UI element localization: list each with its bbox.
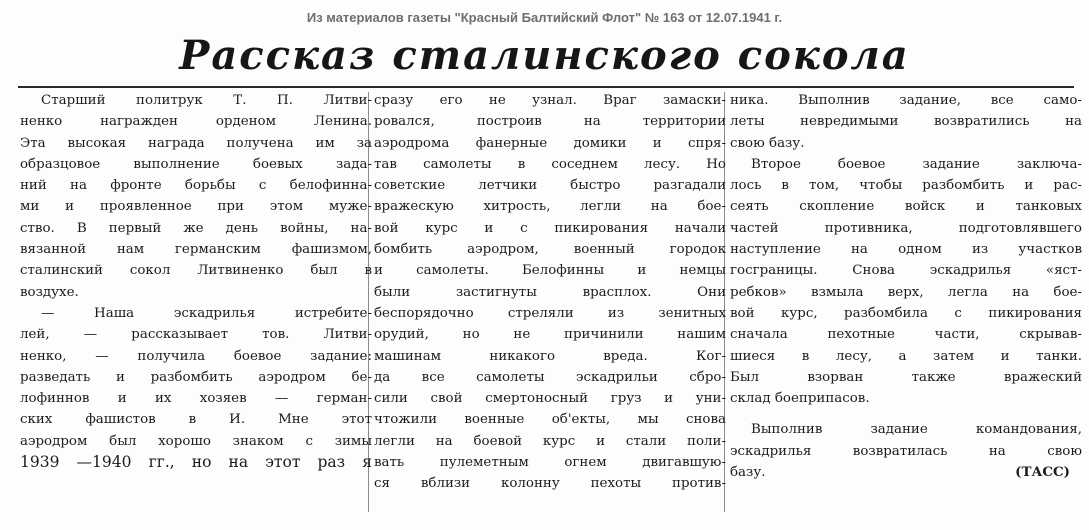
text-line: беспорядочно стреляли из зенитных	[374, 305, 726, 321]
text-line: ся вблизи колонну пехоты против-	[374, 476, 726, 492]
text-line: ненко награжден орденом Ленина.	[20, 114, 372, 130]
paragraph-gap	[730, 409, 1082, 419]
text-line: да все самолеты эскадрильи сбро-	[374, 369, 726, 385]
text-line: Второе боевое задание заключа-	[751, 156, 1082, 172]
text-line: ника. Выполнив задание, все само-	[730, 93, 1082, 108]
text-line: вать пулеметным огнем двигавшую-	[374, 455, 726, 471]
text-line: свою базу.	[730, 135, 805, 151]
text-line: вой курс, разбомбила с пикирования	[730, 305, 1082, 321]
source-caption: Из материалов газеты "Красный Балтийский Флот" № 163 от 12.07.1941 г.	[306, 10, 783, 25]
text-line: шиеся в лесу, а затем и танки.	[730, 348, 1082, 364]
text-line: лофиннов и их хозяев — герман-	[20, 391, 372, 407]
text-line: ство. В первый же день войны, на-	[20, 220, 372, 236]
text-line: аэродром был хорошо знаком с зимы	[20, 433, 372, 449]
text-line: госграницы. Снова эскадрилья «яст-	[730, 263, 1082, 279]
text-line: легли на боевой курс и стали поли-	[374, 433, 726, 449]
text-line: разведать и разбомбить аэродром бе-	[20, 369, 372, 385]
text-line: ний на фронте борьбы с белофинна-	[20, 178, 372, 194]
text-line: сеять скопление войск и танковых	[730, 199, 1082, 215]
text-line: бомбить аэродром, военный городок	[374, 242, 726, 258]
text-line: Старший политрук Т. П. Литви-	[41, 93, 372, 108]
text-line: лось в том, чтобы разбомбить и рас-	[730, 178, 1082, 194]
text-line: тав самолеты в соседнем лесу. Но	[374, 156, 726, 172]
text-line: вязанной нам германским фашизмом,	[20, 242, 372, 258]
text-line: машинам никакого вреда. Ког-	[374, 348, 726, 364]
closing-line	[730, 462, 1082, 483]
article-headline: Рассказ сталинского сокола	[179, 32, 910, 79]
text-line: были застигнуты врасплох. Они	[374, 284, 726, 300]
text-line: Был взорван также вражеский	[730, 369, 1082, 385]
text-line: базу.	[730, 465, 766, 481]
text-line: частей противника, подготовлявшего	[730, 220, 1082, 236]
text-line: склад боеприпасов.	[730, 391, 870, 407]
signature-tass: (ТАСС)	[1015, 464, 1070, 481]
text-line: ребков» взмыла верх, легла на боe-	[730, 284, 1082, 300]
text-line: чтожили военные об'екты, мы снова	[374, 412, 726, 428]
text-line: Эта высокая награда получена им за	[20, 135, 372, 151]
text-line: эскадрилья возвратилась на свою	[730, 443, 1082, 459]
text-line: Выполнив задание командования,	[751, 422, 1082, 438]
text-line: воздухе.	[20, 284, 79, 300]
text-line: наступление на одном из участков	[730, 242, 1082, 258]
text-line: аэродрома фанерные домики и спря-	[374, 135, 726, 151]
text-line: ровался, построив на территории	[374, 114, 726, 130]
text-line: леты невредимыми возвратились на	[730, 114, 1082, 130]
article-column-1	[20, 90, 372, 473]
text-line: лей, — рассказывает тов. Литви-	[20, 327, 372, 343]
text-line: сначала пехотные части, скрывав-	[730, 327, 1082, 343]
text-line: вой курс и с пикирования начали	[374, 220, 726, 236]
text-line: советские летчики быстро разгадали	[374, 178, 726, 194]
article-column-2	[374, 90, 726, 495]
text-line: и самолеты. Белофинны и немцы	[374, 263, 726, 279]
text-line: сразу его не узнал. Враг замаски-	[374, 93, 726, 108]
text-line: ми и проявленное при этом муже-	[20, 199, 372, 215]
headline-rule	[18, 86, 1074, 88]
text-line: вражескую хитрость, легли на бое-	[374, 199, 726, 215]
text-line: образцовое выполнение боевых зада-	[20, 156, 372, 172]
text-line: 1939 —1940 гг., но на этот раз я	[20, 453, 372, 472]
text-line: сталинский сокол Литвиненко был в	[20, 263, 372, 279]
text-line: ненко, — получила боевое задание:	[20, 348, 372, 364]
article-column-3	[730, 90, 1082, 483]
text-line: орудий, но не причинили нашим	[374, 327, 726, 343]
text-line: — Наша эскадрилья истребите-	[41, 305, 372, 321]
text-line: сили свой смертоносный груз и уни-	[374, 391, 726, 407]
text-line: ских фашистов в И. Мне этот	[20, 412, 372, 428]
